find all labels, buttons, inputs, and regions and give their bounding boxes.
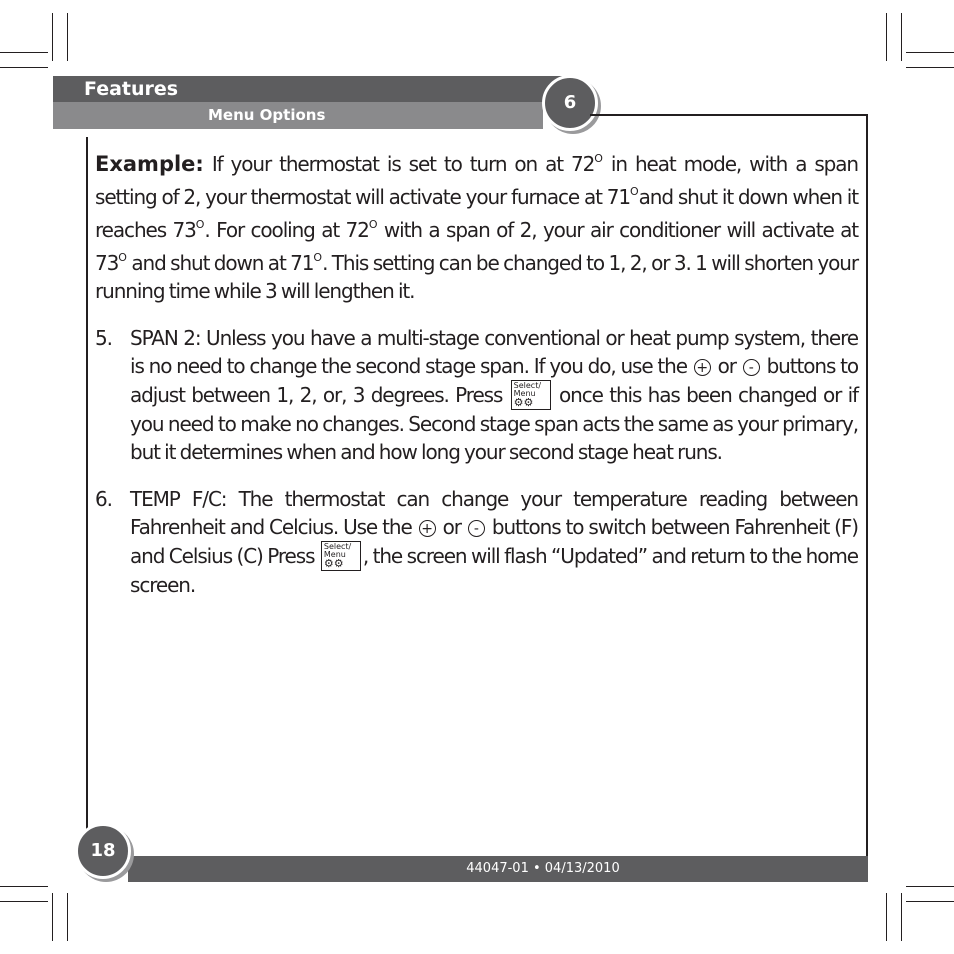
crop-mark — [906, 67, 954, 68]
menu-button-label: Select/ Menu — [323, 542, 352, 559]
text-segment: buttons to adjust between 1, 2, or, 3 degrees. Press — [130, 354, 858, 407]
document-code: 44047-01 • 04/13/2010 — [466, 861, 620, 876]
page-number-badge: 18 — [75, 823, 131, 879]
text-segment: with a span of 2, your air conditioner will activate at 73 — [95, 218, 858, 275]
select-menu-button-icon — [511, 380, 551, 410]
degree-symbol: O — [368, 218, 378, 231]
crop-mark — [901, 13, 902, 61]
crop-mark — [52, 893, 53, 941]
section-subtitle: Menu Options — [208, 106, 326, 124]
page-content — [95, 145, 858, 599]
crop-mark — [886, 893, 887, 941]
section-title: Features — [84, 78, 179, 100]
list-number: 6. — [95, 487, 112, 511]
degree-symbol: O — [629, 185, 639, 198]
list-body — [130, 324, 858, 466]
crop-mark — [0, 67, 48, 68]
crop-mark — [67, 893, 68, 941]
content-frame-left — [86, 137, 88, 835]
crop-mark — [67, 13, 68, 61]
text-segment: buttons to switch between Fahrenheit (F) and Celsius (C) Press — [130, 515, 858, 568]
text-segment: TEMP F/C: The thermostat can change your temperature reading between Fahrenheit and Celcius. Use the — [130, 487, 858, 539]
crop-mark — [906, 886, 954, 887]
chapter-number-badge: 6 — [542, 75, 598, 131]
text-segment: If your thermostat is set to turn on at 72 — [203, 152, 595, 176]
crop-mark — [906, 52, 954, 53]
example-lead: Example: — [95, 152, 204, 176]
crop-mark — [0, 901, 48, 902]
degree-symbol: O — [313, 251, 323, 264]
crop-mark — [886, 13, 887, 61]
list-body — [130, 485, 858, 599]
minus-button-icon: - — [743, 359, 760, 376]
gear-icon: ⚙⚙ — [323, 557, 344, 570]
text-segment: or — [712, 354, 741, 378]
content-frame-right — [866, 114, 868, 856]
text-segment: . For cooling at 72 — [204, 218, 369, 242]
text-segment: in heat mode, with a span setting of 2, your thermostat will activate your furnace at 71 — [95, 152, 858, 209]
degree-symbol: O — [195, 218, 205, 231]
degree-symbol: O — [118, 251, 127, 264]
text-segment: . This setting can be changed to 1, 2, or 3. 1 will shorten your running time while 3 will lengthen it. — [95, 251, 858, 303]
list-number: 5. — [95, 326, 112, 350]
crop-mark — [906, 901, 954, 902]
example-paragraph — [95, 145, 858, 305]
text-segment: or — [437, 515, 466, 539]
crop-mark — [0, 886, 48, 887]
text-segment: and shut down at 71 — [126, 251, 314, 275]
text-segment: SPAN 2: Unless you have a multi-stage conventional or heat pump system, there is no need to change the second stage span. If you do, use the — [130, 326, 858, 378]
gear-icon: ⚙⚙ — [513, 396, 534, 409]
list-item-span-2 — [95, 324, 858, 466]
text-segment: and shut it down when it reaches 73 — [95, 185, 858, 242]
crop-mark — [901, 893, 902, 941]
crop-mark — [0, 52, 48, 53]
degree-symbol: O — [594, 152, 603, 165]
plus-button-icon: + — [419, 520, 436, 537]
text-segment: once this has been changed or if you need to make no changes. Second stage span acts the same as your primary, but it determines when and how long your second stage heat runs. — [130, 383, 858, 464]
minus-button-icon: - — [468, 520, 485, 537]
content-frame-top — [590, 114, 868, 116]
list-item-temp-f-c — [95, 485, 858, 599]
text-segment: , the screen will flash “Updated” and return to the home screen. — [130, 544, 858, 597]
crop-mark — [52, 13, 53, 61]
select-menu-button-icon — [321, 541, 361, 571]
menu-button-label: Select/ Menu — [513, 381, 542, 398]
plus-button-icon: + — [694, 359, 711, 376]
